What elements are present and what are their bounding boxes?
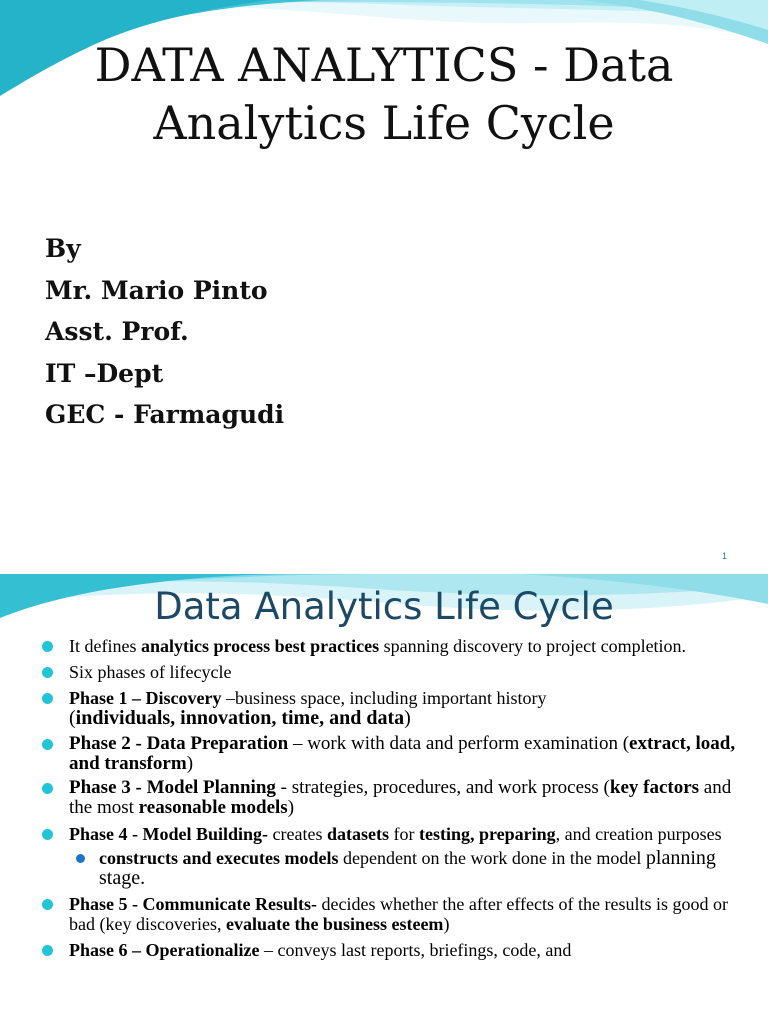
list-item [0, 734, 768, 774]
bullet-text-bold: Phase 5 - Communicate Results- [69, 894, 317, 914]
author-line-position: Asst. Prof. [45, 317, 189, 346]
bullet-text: ) [287, 797, 295, 818]
bullet-text: , and creation purposes [555, 824, 722, 844]
lifecycle-slide [0, 574, 768, 1024]
bullet-text: –business space, including important history [221, 688, 547, 708]
bullet-text: – work with data and perform examination [288, 733, 623, 754]
bullet-text: ( [69, 707, 76, 729]
bullet-text-bold: key factors [609, 777, 700, 798]
list-item [0, 894, 768, 934]
bullet-text-bold: datasets [327, 824, 389, 844]
author-line-by: By [45, 234, 81, 263]
bullet-text: ) [186, 753, 194, 774]
list-item [0, 940, 768, 960]
list-item [0, 662, 768, 682]
bullet-text: and the most [69, 777, 732, 818]
bullet-text-bold: individuals, innovation, time, and data [75, 707, 405, 729]
bullet-text-bold: Phase 1 – Discovery [69, 688, 222, 708]
bullet-text: dependent on the work done in the model [338, 848, 646, 868]
bullet-icon [42, 899, 53, 910]
bullet-icon [42, 739, 53, 750]
author-line-department: IT –Dept [45, 358, 164, 388]
bullet-icon [42, 783, 53, 794]
bullet-text: – conveys last reports, briefings, code, and [259, 940, 572, 960]
bullet-icon [42, 693, 53, 704]
bullet-text-bold: analytics process best practices [140, 636, 380, 656]
slide-title: Data Analytics Life Cycle [154, 585, 614, 628]
bullet-list [0, 636, 768, 960]
bullet-text: for [389, 824, 419, 844]
list-item-sub [0, 848, 768, 888]
bullet-text-bold: Phase 4 - Model Building- [69, 824, 269, 844]
bullet-icon [42, 667, 53, 678]
bullet-text-bold: Phase 2 - Data Preparation [69, 733, 289, 754]
bullet-text-bold: Phase 3 - Model Planning [69, 777, 276, 798]
list-item [0, 824, 768, 844]
bullet-text-bold: extract, load, and transform [69, 733, 736, 774]
bullet-text: It defines [69, 636, 141, 656]
bullet-text: ( [622, 733, 630, 754]
bullet-text: spanning discovery to project completion. [379, 636, 687, 656]
bullet-text: ) [443, 914, 450, 934]
bullet-icon [42, 641, 53, 652]
slide-title [20, 36, 748, 152]
bullet-text: Six phases of lifecycle [69, 662, 232, 682]
bullet-text: ) [404, 707, 411, 729]
slide-title-line-2: Analytics Life Cycle [153, 96, 615, 150]
list-item [0, 636, 768, 656]
slide-title-line-1: DATA ANALYTICS - Data [94, 38, 674, 92]
bullet-text-bold: reasonable models [138, 797, 288, 818]
bullet-text-bold: constructs and executes models [99, 848, 339, 868]
bullet-text-bold: evaluate the business esteem [225, 914, 444, 934]
slide-number: 1 [722, 551, 728, 561]
bullet-text: planning stage. [99, 847, 716, 889]
bullet-text-bold: testing, preparing [419, 824, 556, 844]
bullet-text: decides whether the after effects of the results is good or bad (key discoveries, [69, 894, 729, 934]
sub-bullet-icon [76, 854, 85, 863]
author-line-institution: GEC - Farmagudi [45, 400, 285, 429]
bullet-text: creates [268, 824, 327, 844]
bullet-icon [42, 829, 53, 840]
bullet-text: ( [603, 777, 610, 798]
list-item [0, 688, 768, 728]
bullet-icon [42, 945, 53, 956]
bullet-text: - strategies, procedures, and work process [275, 777, 604, 798]
author-block [45, 228, 284, 436]
list-item [0, 778, 768, 818]
author-line-name: Mr. Mario Pinto [45, 275, 268, 305]
bullet-text-bold: Phase 6 – Operationalize [69, 940, 260, 960]
